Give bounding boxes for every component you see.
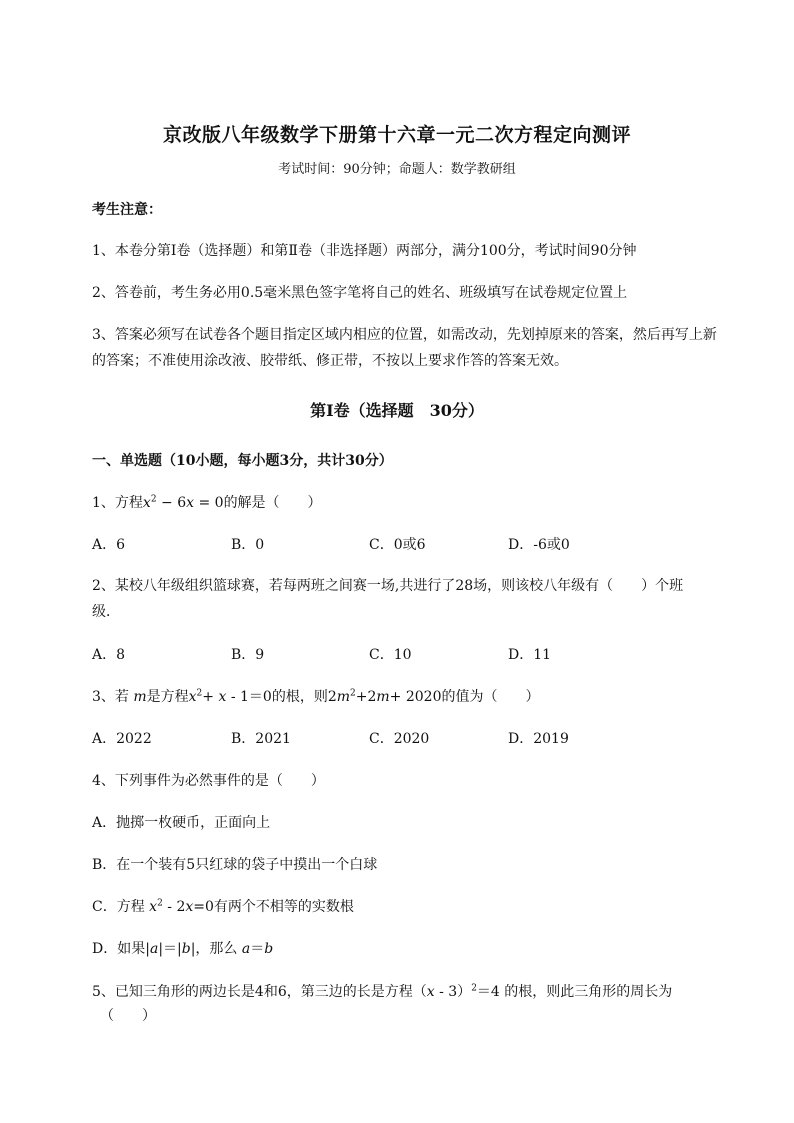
notice-item-1: 1、本卷分第I卷（选择题）和第Ⅱ卷（非选择题）两部分，满分100分，考试时间90分钟 <box>92 243 637 259</box>
question-3 <box>92 685 539 709</box>
exam-subtitle: 考试时间：90分钟；命题人：数学教研组 <box>278 162 516 177</box>
q3-option-b[interactable]: B．2021 <box>231 731 291 747</box>
q4-d-mid2: |，那么 <box>190 941 242 957</box>
q1-option-c[interactable]: C．0或6 <box>369 537 426 553</box>
q1-eq-mid: − 6 <box>156 495 187 511</box>
q3-exp: 2 <box>196 688 203 699</box>
question-2-line-2: 级． <box>92 604 120 620</box>
q3-option-a[interactable]: A．2022 <box>92 731 152 747</box>
q4-c-exp: 2 <box>157 898 163 909</box>
q4-option-a[interactable]: A．抛掷一枚硬币，正面向上 <box>92 815 271 831</box>
q4-c-mid: - 2 <box>162 899 186 915</box>
page-title: 京改版八年级数学下册第十六章一元二次方程定向测评 <box>162 124 631 146</box>
question-2-line-1: 2、某校八年级组织篮球赛，若每两班之间赛一场,共进行了28场，则该校八年级有（ ）个班 <box>92 578 684 594</box>
q1-var2: x <box>186 495 195 511</box>
notice-item-3-cont: 的答案；不准使用涂改液、胶带纸、修正带，不按以上要求作答的答案无效。 <box>92 353 568 369</box>
q1-option-a[interactable]: A．6 <box>92 537 126 553</box>
q1-var: x <box>142 495 151 511</box>
q1-exp: 2 <box>150 494 157 505</box>
q3-var-x: x <box>188 689 197 705</box>
q4-option-b[interactable]: B．在一个装有5只红球的袋子中摸出一个白球 <box>92 857 378 873</box>
q2-option-b[interactable]: B．9 <box>231 647 265 663</box>
q3-var-m: m <box>133 689 147 705</box>
q5-prefix: 5、已知三角形的两边长是4和6，第三边的长是方程（ <box>92 984 427 1000</box>
q4-option-d[interactable] <box>92 937 273 961</box>
q1-prefix: 1、方程 <box>92 495 143 511</box>
q3-option-c[interactable]: C．2020 <box>369 731 430 747</box>
q3-suffix: + 2020的值为（ ） <box>389 689 540 705</box>
q1-eq-tail: = 0 <box>194 495 224 511</box>
notice-item-3: 3、答案必须写在试卷各个题目指定区域内相应的位置，如需改动，先划掉原来的答案，然后再写上新 <box>92 327 717 343</box>
q5-suffix: ＝4 的根，则此三角形的周长为 <box>476 984 673 1000</box>
q4-d-mid: |＝| <box>158 941 182 957</box>
notice-heading: 考生注意： <box>92 202 162 218</box>
q3-plus: + <box>202 689 219 705</box>
q5-var: x <box>426 984 435 1000</box>
q4-d-var-b2: b <box>264 941 274 957</box>
q3-mid: 是方程 <box>146 689 189 705</box>
q2-option-c[interactable]: C．10 <box>369 647 412 663</box>
q4-c-prefix: C．方程 <box>92 899 150 915</box>
q3-var-m3: m <box>376 689 390 705</box>
q3-var-x2: x <box>218 689 227 705</box>
q3-eq-tail: - 1＝0的根，则2 <box>226 689 337 705</box>
question-5-line-2: （ ） <box>100 1008 156 1024</box>
q3-var-m2: m <box>336 689 351 705</box>
question-4: 4、下列事件为必然事件的是（ ） <box>92 773 325 789</box>
q2-option-d[interactable]: D．11 <box>508 647 552 663</box>
question-1 <box>92 491 322 515</box>
q4-d-var-b: b <box>181 941 191 957</box>
q1-option-d[interactable]: D．-6或0 <box>508 537 570 553</box>
part-heading: 一、单选题（10小题，每小题3分，共计30分） <box>92 453 393 469</box>
q5-mid: - 3） <box>434 984 472 1000</box>
q4-d-var-a: a <box>149 941 159 957</box>
q5-exp: 2 <box>471 983 477 994</box>
q1-option-b[interactable]: B．0 <box>231 537 265 553</box>
q4-d-prefix: D．如果| <box>92 941 150 957</box>
q4-c-var: x <box>149 899 158 915</box>
q2-option-a[interactable]: A．8 <box>92 647 126 663</box>
q3-plus2: +2 <box>355 689 377 705</box>
notice-item-2: 2、答卷前，考生务必用0.5毫米黑色签字笔将自己的姓名、班级填写在试卷规定位置上 <box>92 285 628 301</box>
q4-d-eq: ＝ <box>250 941 265 957</box>
q4-d-var-a2: a <box>241 941 251 957</box>
q3-option-d[interactable]: D．2019 <box>508 731 569 747</box>
section-title: 第I卷（选择题 30分） <box>310 401 484 420</box>
q4-c-suffix: =0有两个不相等的实数根 <box>193 899 354 915</box>
q3-exp2: 2 <box>350 688 356 699</box>
q3-prefix: 3、若 <box>92 689 134 705</box>
question-5 <box>92 980 672 1004</box>
q4-c-var2: x <box>185 899 194 915</box>
q4-option-c[interactable] <box>92 895 354 919</box>
q1-suffix: 的解是（ ） <box>223 495 322 511</box>
